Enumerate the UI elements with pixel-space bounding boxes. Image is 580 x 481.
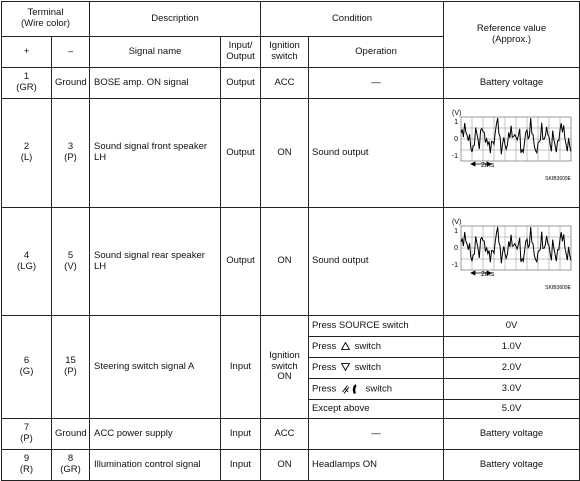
terminal-minus: 3 (P) bbox=[52, 99, 90, 208]
terminal-minus: 5 (V) bbox=[52, 208, 90, 316]
triangle-down-icon bbox=[341, 363, 350, 371]
operation-header: Operation bbox=[309, 37, 444, 68]
operation-down-switch: Press switch bbox=[309, 358, 444, 379]
operation: — bbox=[309, 68, 444, 99]
signal-name: Steering switch signal A bbox=[90, 316, 221, 419]
table-row bbox=[2, 316, 580, 337]
terminal-plus: 2 (L) bbox=[2, 99, 52, 208]
terminal-plus: 6 (G) bbox=[2, 316, 52, 419]
signal-name: Sound signal front speaker LH bbox=[90, 99, 221, 208]
signal-name: Illumination control signal bbox=[90, 450, 221, 481]
waveform-tick-1: 1 bbox=[453, 227, 458, 235]
time-scale-label: 2ms bbox=[480, 270, 494, 278]
figure-code: SKIB3609E bbox=[544, 284, 571, 291]
waveform-tick-0: 0 bbox=[453, 136, 458, 143]
ignition-switch: Ignition switch ON bbox=[261, 316, 309, 419]
signal-name: Sound signal rear speaker LH bbox=[90, 208, 221, 316]
terminal-minus: Ground bbox=[52, 419, 90, 450]
reference-value: 2.0V bbox=[444, 358, 580, 379]
table-row bbox=[2, 419, 580, 450]
operation: — bbox=[309, 419, 444, 450]
ignition-switch: ON bbox=[261, 450, 309, 481]
waveform-unit-label: (V) bbox=[451, 110, 461, 117]
reference-value-header: Reference value (Approx.) bbox=[444, 2, 580, 68]
table-row bbox=[2, 68, 580, 99]
description-header: Description bbox=[90, 2, 261, 37]
reference-value: Battery voltage bbox=[444, 419, 580, 450]
waveform-unit-label: (V) bbox=[451, 218, 461, 226]
waveform-rear-speaker bbox=[449, 212, 575, 312]
condition-header: Condition bbox=[261, 2, 444, 37]
input-output: Output bbox=[221, 208, 261, 316]
terminal-minus: Ground bbox=[52, 68, 90, 99]
terminal-minus: 8 (GR) bbox=[52, 450, 90, 481]
reference-value: 1.0V bbox=[444, 337, 580, 358]
operation: Headlamps ON bbox=[309, 450, 444, 481]
operation-phone-switch: Press switch bbox=[309, 379, 444, 400]
input-output: Input bbox=[221, 419, 261, 450]
ignition-switch: ACC bbox=[261, 419, 309, 450]
input-output: Output bbox=[221, 99, 261, 208]
phone-icon bbox=[341, 383, 361, 395]
terminal-spec-table bbox=[1, 1, 580, 481]
figure-code: SKIB3609E bbox=[544, 176, 571, 182]
waveform-tick-neg1: -1 bbox=[451, 153, 458, 160]
terminal-header: Terminal (Wire color) bbox=[2, 2, 90, 37]
signal-name: BOSE amp. ON signal bbox=[90, 68, 221, 99]
ignition-switch: ON bbox=[261, 208, 309, 316]
minus-header: – bbox=[52, 37, 90, 68]
operation: Sound output bbox=[309, 208, 444, 316]
waveform-tick-neg1: -1 bbox=[451, 261, 458, 269]
triangle-up-icon bbox=[341, 342, 350, 350]
operation-up-switch: Press switch bbox=[309, 337, 444, 358]
input-output: Input bbox=[221, 316, 261, 419]
reference-waveform-front bbox=[444, 99, 580, 208]
reference-value: Battery voltage bbox=[444, 68, 580, 99]
ignition-switch-header: Ignition switch bbox=[261, 37, 309, 68]
input-output: Output bbox=[221, 68, 261, 99]
reference-value: 3.0V bbox=[444, 379, 580, 400]
terminal-plus: 4 (LG) bbox=[2, 208, 52, 316]
input-output: Input bbox=[221, 450, 261, 481]
input-output-header: Input/ Output bbox=[221, 37, 261, 68]
operation-except-above: Except above bbox=[309, 400, 444, 419]
table-row bbox=[2, 99, 580, 208]
waveform-front-speaker bbox=[449, 103, 575, 203]
terminal-plus: 1 (GR) bbox=[2, 68, 52, 99]
signal-name: ACC power supply bbox=[90, 419, 221, 450]
waveform-tick-0: 0 bbox=[453, 244, 458, 252]
ignition-switch: ON bbox=[261, 99, 309, 208]
time-scale-label: 2ms bbox=[480, 162, 494, 169]
table-row bbox=[2, 450, 580, 481]
signal-name-header: Signal name bbox=[90, 37, 221, 68]
terminal-minus: 15 (P) bbox=[52, 316, 90, 419]
reference-value: 0V bbox=[444, 316, 580, 337]
plus-header: + bbox=[2, 37, 52, 68]
terminal-plus: 9 (R) bbox=[2, 450, 52, 481]
waveform-tick-1: 1 bbox=[453, 119, 458, 126]
operation: Sound output bbox=[309, 99, 444, 208]
reference-value: Battery voltage bbox=[444, 450, 580, 481]
reference-waveform-rear bbox=[444, 208, 580, 316]
operation-source-switch: Press SOURCE switch bbox=[309, 316, 444, 337]
ignition-switch: ACC bbox=[261, 68, 309, 99]
terminal-plus: 7 (P) bbox=[2, 419, 52, 450]
table-row bbox=[2, 208, 580, 316]
reference-value: 5.0V bbox=[444, 400, 580, 419]
